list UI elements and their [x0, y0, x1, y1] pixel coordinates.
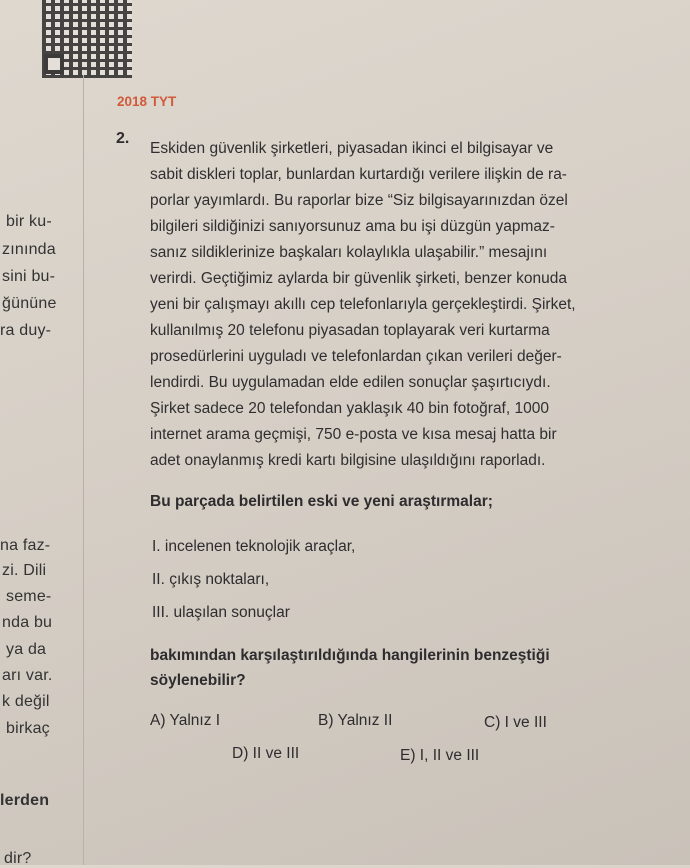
- passage-line: Eskiden güvenlik şirketleri, piyasadan ikinci el bilgisayar ve: [150, 140, 554, 157]
- left-fragment: dir?: [4, 850, 32, 867]
- left-fragment: lerden: [0, 792, 50, 809]
- column-divider: [83, 75, 84, 865]
- passage-line: lendirdi. Bu uygulamadan elde edilen sonuçlar şaşırtıcıydı.: [150, 374, 551, 391]
- left-fragment: ya da: [6, 641, 47, 658]
- question-stem: Bu parçada belirtilen eski ve yeni araştırmalar;: [150, 493, 493, 510]
- left-fragment: seme-: [6, 588, 52, 605]
- option-d[interactable]: D) II ve III: [232, 745, 300, 762]
- statement-item: I. incelenen teknolojik araçlar,: [152, 538, 356, 555]
- left-fragment: zınında: [2, 241, 56, 258]
- option-a[interactable]: A) Yalnız I: [150, 712, 221, 729]
- passage-line: Şirket sadece 20 telefondan yaklaşık 40 bin fotoğraf, 1000: [150, 400, 549, 417]
- left-fragment: k değil: [2, 693, 50, 710]
- passage-line: kullanılmış 20 telefonu piyasadan toplayarak veri kurtarma: [150, 322, 550, 339]
- left-fragment: birkaç: [6, 720, 50, 737]
- left-fragment: arı var.: [2, 667, 53, 684]
- passage-line: porlar yayımlardı. Bu raporlar bize “Siz bilgisayarınızdan özel: [150, 192, 568, 209]
- question-number: 2.: [116, 130, 130, 147]
- left-fragment: zi. Dili: [2, 562, 47, 579]
- statement-item: II. çıkış noktaları,: [152, 571, 270, 588]
- left-fragment: sini bu-: [2, 268, 56, 285]
- exam-label: 2018 TYT: [117, 94, 177, 109]
- left-fragment: nda bu: [2, 614, 53, 631]
- left-fragment: na faz-: [0, 537, 51, 554]
- option-c[interactable]: C) I ve III: [484, 714, 547, 731]
- previous-page-column: [0, 0, 85, 865]
- left-fragment: ğününe: [2, 295, 57, 312]
- passage-line: sanız sildiklerinize başkaları kolaylıkla ulaşabilir.” mesajını: [150, 244, 548, 261]
- passage-line: adet onaylanmış kredi kartı bilgisine ulaşıldığını raporladı.: [150, 452, 546, 469]
- statement-item: III. ulaşılan sonuçlar: [152, 604, 290, 621]
- passage-line: prosedürlerini uyguladı ve telefonlardan çıkan verileri değer-: [150, 348, 562, 365]
- passage-line: yeni bir çalışmayı akıllı cep telefonlarıyla gerçekleştirdi. Şirket,: [150, 296, 576, 313]
- option-e[interactable]: E) I, II ve III: [400, 747, 480, 764]
- passage-line: bilgileri sildiğinizi sanıyorsunuz ama bu işi düzgün yapmaz-: [150, 218, 555, 235]
- passage-line: verirdi. Geçtiğimiz aylarda bir güvenlik şirketi, benzer konuda: [150, 270, 567, 287]
- passage-line: internet arama geçmişi, 750 e-posta ve kısa mesaj hatta bir: [150, 426, 557, 443]
- option-b[interactable]: B) Yalnız II: [318, 712, 393, 729]
- left-fragment: bir ku-: [6, 213, 52, 230]
- question-ask: söylenebilir?: [150, 672, 246, 689]
- passage-line: sabit diskleri toplar, bunlardan kurtardığı verilere ilişkin de ra-: [150, 166, 567, 183]
- question-ask: bakımından karşılaştırıldığında hangilerinin benzeştiği: [150, 647, 550, 664]
- left-fragment: ra duy-: [0, 322, 52, 339]
